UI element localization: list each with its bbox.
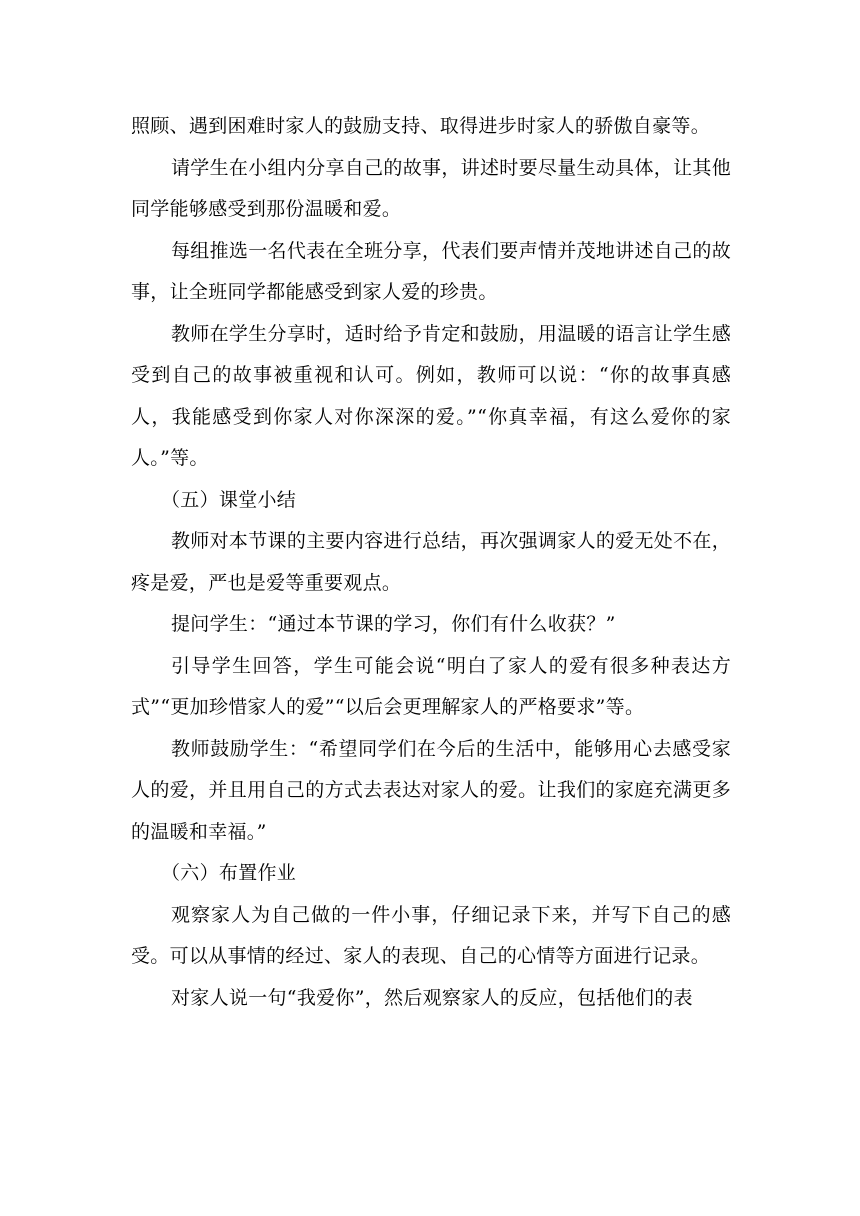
section-heading-5: （五）课堂小结 [161, 488, 297, 511]
paragraph-4: 教师在学生分享时，适时给予肯定和鼓励，用温暖的语言让学生感受到自己的故事被重视和认可。例如，教师可以说：“你的故事真感人，我能感受到你家人对你深深的爱。”“你真幸福，有这么爱你的家人。”等。 [131, 322, 731, 469]
section-heading-6: （六）布置作业 [161, 862, 297, 884]
document-body [131, 106, 731, 1019]
paragraph-6: 教师对本节课的主要内容进行总结，再次强调家人的爱无处不在，疼是爱，严也是爱等重要观点。 [131, 530, 731, 594]
paragraph-7: 提问学生：“通过本节课的学习，你们有什么收获？” [171, 613, 616, 635]
paragraph-11: 观察家人为自己做的一件小事，仔细记录下来，并写下自己的感受。可以从事情的经过、家人的表现、自己的心情等方面进行记录。 [131, 903, 731, 967]
paragraph-12: 对家人说一句“我爱你”，然后观察家人的反应，包括他们的表 [171, 986, 693, 1009]
paragraph-3: 每组推选一名代表在全班分享，代表们要声情并茂地讲述自己的故事，让全班同学都能感受到家人爱的珍贵。 [131, 239, 731, 303]
paragraph-1: 照顾、遇到困难时家人的鼓励支持、取得进步时家人的骄傲自豪等。 [131, 115, 711, 137]
paragraph-2: 请学生在小组内分享自己的故事，讲述时要尽量生动具体，让其他同学能够感受到那份温暖和爱。 [131, 156, 731, 220]
paragraph-8: 引导学生回答，学生可能会说“明白了家人的爱有很多种表达方式”“更加珍惜家人的爱”“以后会更理解家人的严格要求”等。 [131, 654, 731, 718]
paragraph-9: 教师鼓励学生：“希望同学们在今后的生活中，能够用心去感受家人的爱，并且用自己的方式去表达对家人的爱。让我们的家庭充满更多的温暖和幸福。” [131, 737, 731, 843]
